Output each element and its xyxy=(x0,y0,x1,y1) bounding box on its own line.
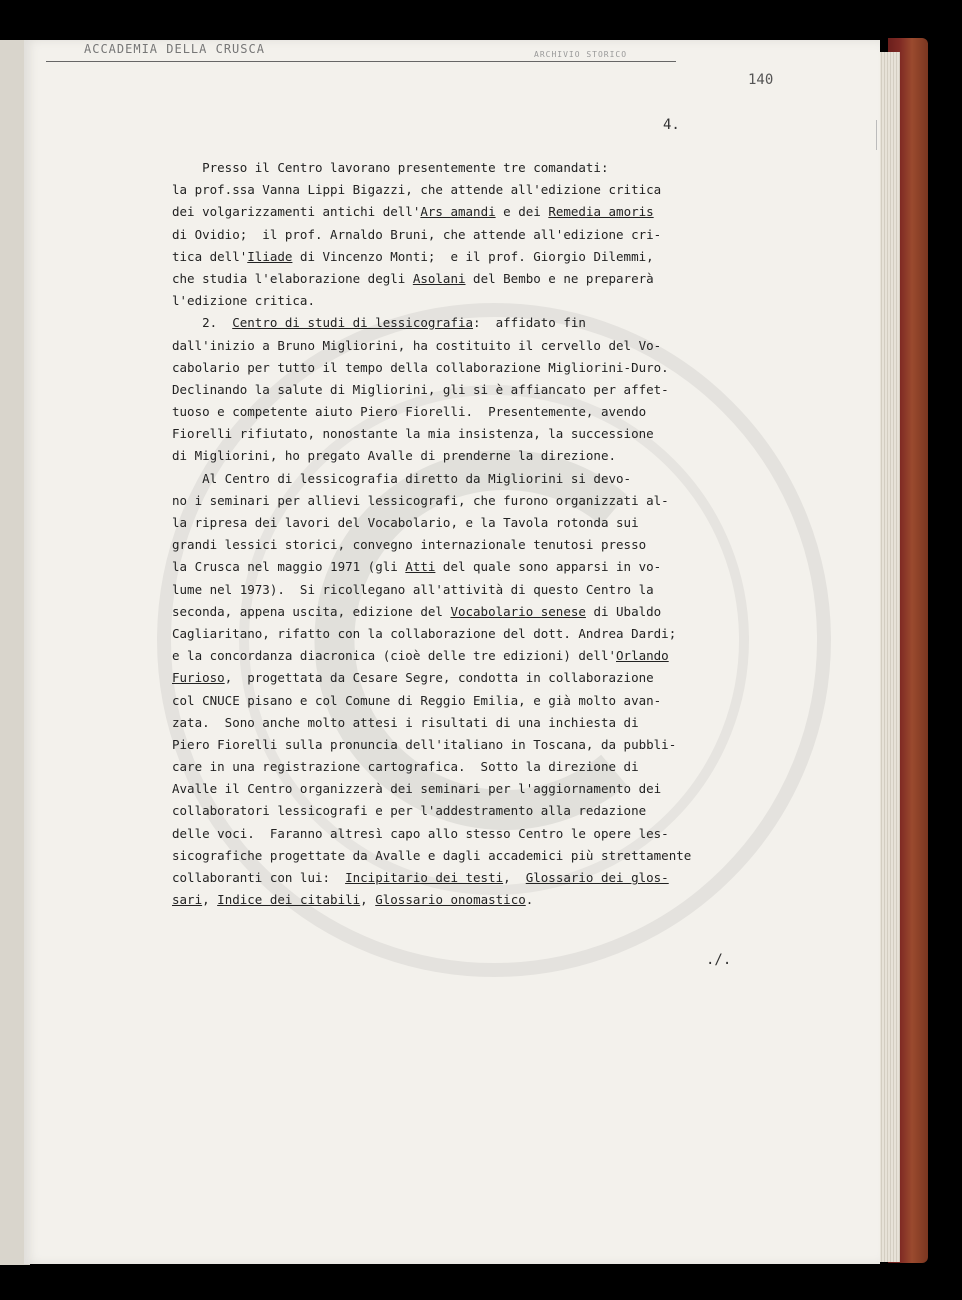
text-line xyxy=(172,756,812,778)
text-line xyxy=(172,667,812,689)
text-run: : affidato fin xyxy=(473,315,586,331)
underlined-title: Orlando xyxy=(616,648,669,664)
text-line xyxy=(172,468,812,490)
text-run: di Vincenzo Monti; e il prof. Giorgio Dilemmi, xyxy=(292,248,654,264)
underlined-title: Remedia amoris xyxy=(548,204,654,220)
text-run: lume nel 1973). Si ricollegano all'attività di questo Centro la xyxy=(172,581,654,597)
text-run: di Migliorini, ho pregato Avalle di prenderne la direzione. xyxy=(172,448,617,464)
text-line xyxy=(172,823,812,845)
text-run: , xyxy=(360,892,376,908)
text-run: sicografiche progettate da Avalle e dagli accademici più strettamente xyxy=(172,847,692,863)
text-line xyxy=(172,290,812,312)
text-run: Cagliaritano, rifatto con la collaborazione del dott. Andrea Dardi; xyxy=(172,625,677,641)
document-page xyxy=(24,40,880,1264)
text-run: collaboratori lessicografi e per l'addestramento alla redazione xyxy=(172,803,647,819)
text-line xyxy=(172,845,812,867)
text-run: del quale sono apparsi in vo- xyxy=(435,559,662,575)
underlined-title: Glossario dei glos- xyxy=(525,870,669,885)
underlined-title: Iliade xyxy=(247,248,293,264)
text-line xyxy=(172,224,812,246)
text-run: care in una registrazione cartografica. Sotto la direzione di xyxy=(172,759,639,775)
text-run: , progettata da Cesare Segre, condotta in collaborazione xyxy=(224,670,654,686)
text-line xyxy=(172,445,812,467)
text-run: che studia l'elaborazione degli xyxy=(172,270,413,286)
text-line xyxy=(172,601,812,623)
text-run: l'edizione critica. xyxy=(172,293,315,309)
text-run: la Crusca nel maggio 1971 (gli xyxy=(172,559,406,575)
text-line xyxy=(172,246,812,268)
text-run: Fiorelli rifiutato, nonostante la mia insistenza, la successione xyxy=(172,426,654,442)
text-line xyxy=(172,800,812,822)
underlined-title: Ars amandi xyxy=(420,204,496,220)
text-line xyxy=(172,623,812,645)
text-line xyxy=(172,401,812,423)
text-line xyxy=(172,312,812,334)
text-run: no i seminari per allievi lessicografi, che furono organizzati al- xyxy=(172,492,669,508)
text-run: e dei xyxy=(495,204,549,220)
text-run: la ripresa dei lavori del Vocabolario, e la Tavola rotonda sui xyxy=(172,515,639,530)
underlined-title: Atti xyxy=(405,559,436,575)
text-run: Piero Fiorelli sulla pronuncia dell'italiano in Toscana, da pubbli- xyxy=(172,736,677,752)
text-line xyxy=(172,889,812,911)
text-line xyxy=(172,712,812,734)
letterhead xyxy=(84,42,714,60)
underlined-title: Asolani xyxy=(412,270,466,286)
text-line xyxy=(172,556,812,578)
text-run: Al Centro di lessicografia diretto da Migliorini si devo- xyxy=(172,470,632,486)
text-line xyxy=(172,778,812,800)
text-run: tuoso e competente aiuto Piero Fiorelli. Presentemente, avendo xyxy=(172,404,647,420)
text-line xyxy=(172,201,812,223)
text-run: , xyxy=(202,892,218,908)
text-run: zata. Sono anche molto attesi i risultati di una inchiesta di xyxy=(172,714,639,730)
text-line xyxy=(172,534,812,556)
text-run: del Bembo e ne preparerà xyxy=(465,270,654,286)
text-line xyxy=(172,423,812,445)
text-line xyxy=(172,157,812,179)
text-line xyxy=(172,490,812,512)
text-line xyxy=(172,867,812,889)
letterhead-rule xyxy=(46,61,676,62)
text-run: cabolario per tutto il tempo della collaborazione Migliorini-Duro. xyxy=(172,359,669,375)
underlined-title: Furioso xyxy=(172,670,225,686)
text-run: e la concordanza diacronica (cioè delle tre edizioni) dell' xyxy=(172,648,617,664)
underlined-title: Incipitario dei testi xyxy=(345,870,504,885)
text-line xyxy=(172,268,812,290)
continuation-mark: ./. xyxy=(706,952,732,968)
page-number: 4. xyxy=(663,117,680,133)
text-line xyxy=(172,734,812,756)
underlined-title: Centro di studi di lessicografia xyxy=(232,315,474,331)
text-line xyxy=(172,335,812,357)
text-run: di Ubaldo xyxy=(585,603,662,619)
folio-number: 140 xyxy=(748,72,774,88)
letterhead-subtitle: ARCHIVIO STORICO xyxy=(534,50,628,59)
text-run: dei volgarizzamenti antichi dell' xyxy=(172,204,421,220)
letterhead-title: ACCADEMIA DELLA CRUSCA xyxy=(84,42,265,56)
text-run: delle voci. Faranno altresì capo allo stesso Centro le opere les- xyxy=(172,825,669,841)
text-line xyxy=(172,579,812,601)
text-line xyxy=(172,690,812,712)
underlined-title: sari xyxy=(172,892,203,908)
text-line xyxy=(172,645,812,667)
margin-mark xyxy=(876,120,877,150)
text-run: dall'inizio a Bruno Migliorini, ha costituito il cervello del Vo- xyxy=(172,337,662,353)
text-run: di Ovidio; il prof. Arnaldo Bruni, che attende all'edizione cri- xyxy=(172,226,662,242)
underlined-title: Glossario onomastico xyxy=(375,892,526,908)
text-line xyxy=(172,357,812,379)
text-run: . xyxy=(525,892,534,908)
text-run: Presso il Centro lavorano presentemente tre comandati: xyxy=(172,160,609,175)
text-line xyxy=(172,512,812,534)
text-run: grandi lessici storici, convegno internazionale tenutosi presso xyxy=(172,537,647,553)
text-run: collaboranti con lui: xyxy=(172,870,346,885)
text-run: la prof.ssa Vanna Lippi Bigazzi, che attende all'edizione critica xyxy=(172,182,662,198)
body-text xyxy=(172,157,812,911)
text-run: seconda, appena uscita, edizione del xyxy=(172,603,451,619)
underlined-title: Indice dei citabili xyxy=(217,892,361,908)
text-line xyxy=(172,179,812,201)
text-run: 2. xyxy=(172,315,233,331)
text-run: Declinando la salute di Migliorini, gli si è affiancato per affet- xyxy=(172,381,669,397)
text-run: Avalle il Centro organizzerà dei seminari per l'aggiornamento dei xyxy=(172,781,662,797)
underlined-title: Vocabolario senese xyxy=(450,603,586,619)
text-run: col CNUCE pisano e col Comune di Reggio Emilia, e già molto avan- xyxy=(172,692,662,708)
text-run: , xyxy=(503,870,526,885)
text-line xyxy=(172,379,812,401)
text-run: tica dell' xyxy=(172,248,248,264)
